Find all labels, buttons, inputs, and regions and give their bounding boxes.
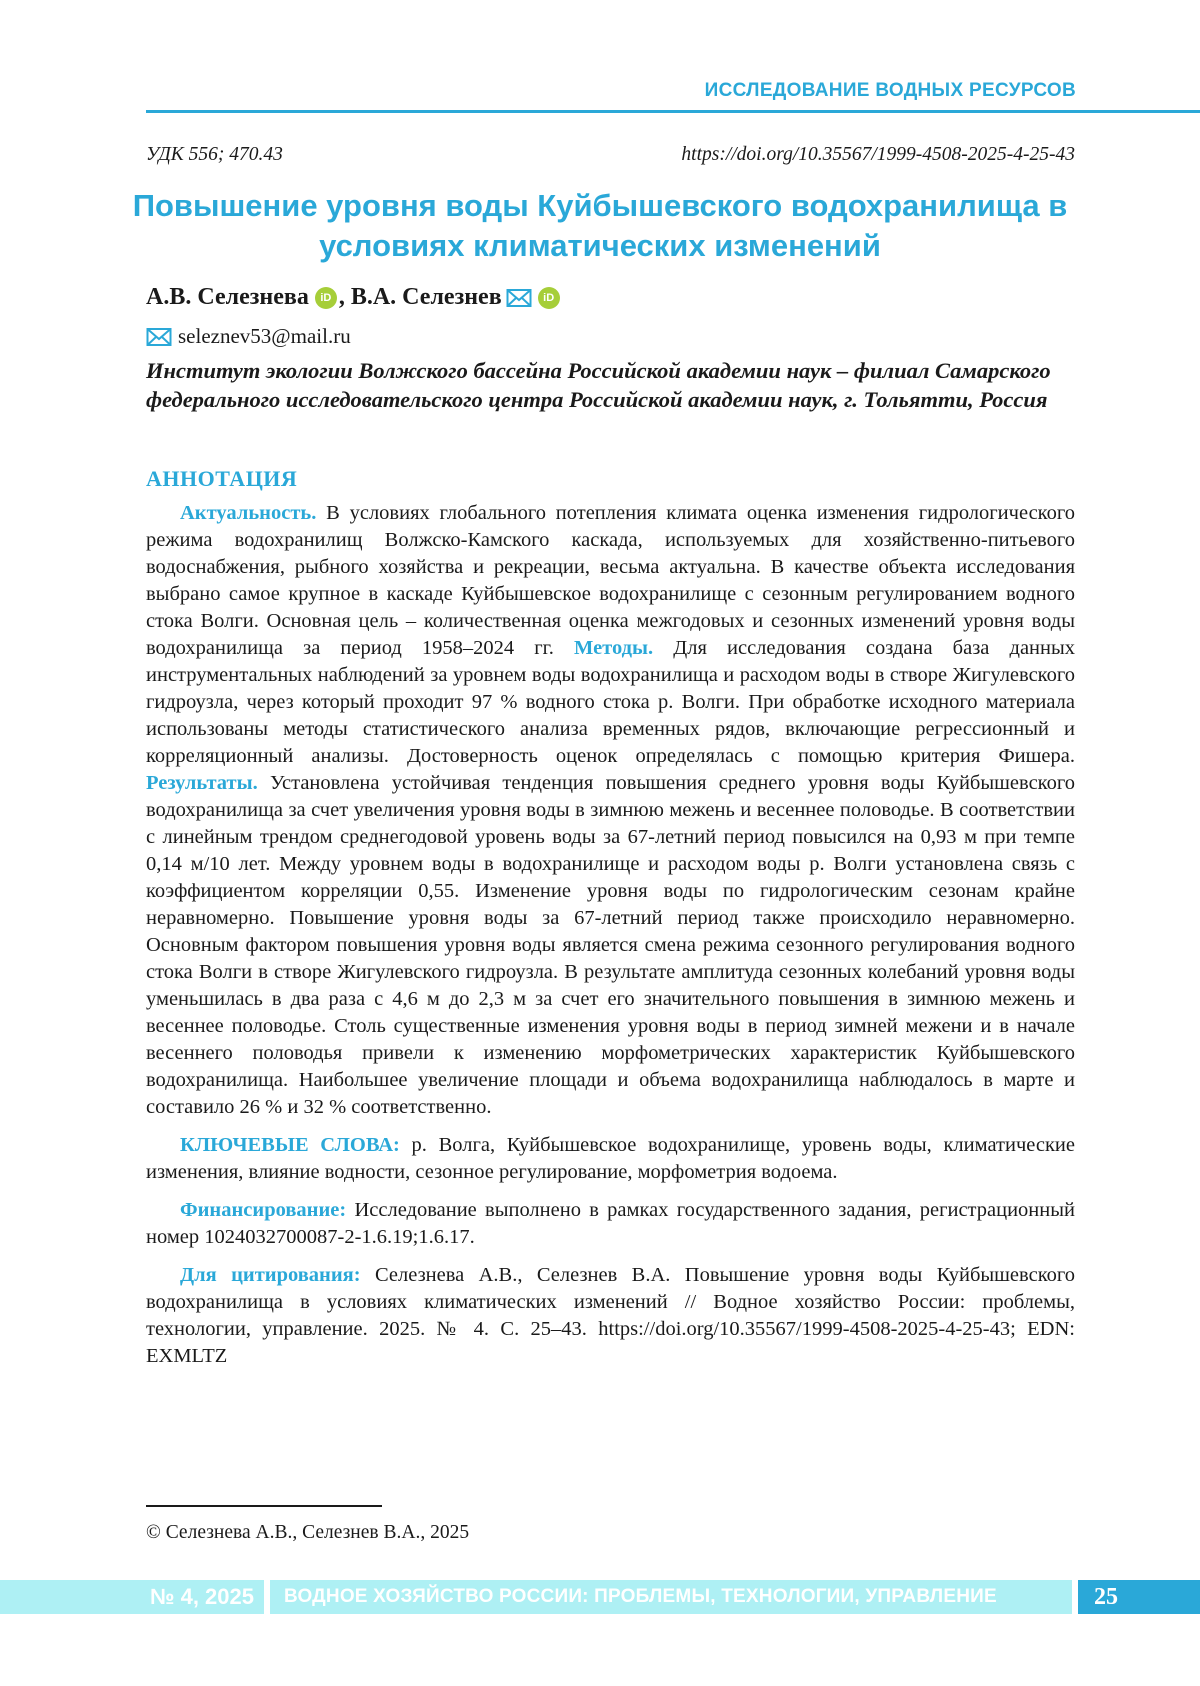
keywords-label: КЛЮЧЕВЫЕ СЛОВА: <box>180 1134 400 1156</box>
keywords-text: р. Волга, Куйбышевское водохранилище, уровень воды, климатические изменения, влияние водности, сезонное регулирование, морфометрия водоема. <box>146 1134 1075 1183</box>
page-number: 25 <box>1078 1580 1200 1614</box>
email-row <box>146 324 351 349</box>
funding-text: Исследование выполнено в рамках государственного задания, регистрационный номер 1024032700087-2-1.6.19;1.6.17. <box>146 1199 1075 1248</box>
funding-label: Финансирование: <box>180 1199 347 1221</box>
abstract-paragraph <box>146 500 1075 1121</box>
citation-text: Селезнева А.В., Селезнев В.А. Повышение уровня воды Куйбышевского водохранилища в условиях климатических изменений // Водное хозяйство России: проблемы, технологии, управление. 2025. № 4. С. 25–43. https://doi.org/10.35567/1999-4508-2025-4-25-43; EDN: EXMLTZ <box>146 1264 1076 1367</box>
funding-paragraph <box>146 1197 1075 1251</box>
relevance-text: В условиях глобального потепления климата оценка изменения гидрологического режима водохранилищ Волжско-Камского каскада, используемых для хозяйственно-питьевого водоснабжения, рыбного хозяйства и рекреации, весьма актуальна. В качестве объекта исследования выбрано самое крупное в каскаде Куйбышевское водохранилище с сезонным регулированием водного стока Волги. Основная цель – количественная оценка межгодовых и сезонных изменений уровня воды водохранилища за период 1958–2024 гг. <box>146 502 1075 659</box>
orcid-icon[interactable]: iD <box>315 287 337 309</box>
keywords-paragraph <box>146 1132 1075 1186</box>
abstract-body <box>146 500 1075 1381</box>
page-footer <box>0 1580 1200 1614</box>
mail-icon <box>146 327 172 347</box>
citation-paragraph <box>146 1262 1075 1370</box>
mail-icon[interactable] <box>506 288 532 308</box>
email-address[interactable]: seleznev53@mail.ru <box>178 324 351 348</box>
doi-link[interactable]: https://doi.org/10.35567/1999-4508-2025-4-25-43 <box>681 144 1075 165</box>
author-first: А.В. Селезнева <box>146 284 309 310</box>
author-separator: , <box>338 284 345 310</box>
udk-code: УДК 556; 470.43 <box>146 144 283 165</box>
footer-issue: № 4, 2025 <box>0 1580 264 1614</box>
citation-label: Для цитирования: <box>180 1264 361 1286</box>
authors-line <box>146 284 562 311</box>
footnote-divider <box>146 1505 382 1507</box>
relevance-label: Актуальность. <box>180 502 317 524</box>
annotation-heading: АННОТАЦИЯ <box>146 466 298 491</box>
copyright-note: © Селезнева А.В., Селезнев В.А., 2025 <box>146 1522 470 1543</box>
author-second: В.А. Селезнев <box>350 284 502 310</box>
section-title: ИССЛЕДОВАНИЕ ВОДНЫХ РЕСУРСОВ <box>704 80 1076 101</box>
affiliation: Институт экологии Волжского бассейна Российской академии наук – филиал Самарского федерального исследовательского центра Российской академии наук, г. Тольятти, Россия <box>146 358 1051 412</box>
orcid-icon[interactable]: iD <box>538 287 560 309</box>
running-header <box>146 76 1200 113</box>
results-label: Результаты. <box>146 772 258 794</box>
footer-journal-title: ВОДНОЕ ХОЗЯЙСТВО РОССИИ: ПРОБЛЕМЫ, ТЕХНОЛОГИИ, УПРАВЛЕНИЕ <box>270 1580 1072 1614</box>
methods-text: Для исследования создана база данных инструментальных наблюдений за уровнем воды водохранилища и расходом воды в створе Жигулевского гидроузла, через который проходит 97 % водного стока р. Волги. При обработке исходного материала использованы методы статистического анализа временных рядов, включающие регрессионный и корреляционный анализы. Достоверность оценок определялась с помощью критерия Фишера. <box>146 637 1076 767</box>
article-title: Повышение уровня воды Куйбышевского водохранилища в условиях климатических изменений <box>132 188 1068 263</box>
results-text: Установлена устойчивая тенденция повышения среднего уровня воды Куйбышевского водохранилища за счет увеличения уровня воды в зимнюю межень и весеннее половодье. В соответствии с линейным трендом среднегодовой уровень воды за 67-летний период повысился на 0,93 м при темпе 0,14 м/10 лет. Между уровнем воды в водохранилище и расходом воды р. Волги установлена связь с коэффициентом корреляции 0,55. Изменение уровня воды по гидрологическим сезонам крайне неравномерно. Повышение уровня воды за 67-летний период также происходило неравномерно. Основным фактором повышения уровня воды является смена режима сезонного регулирования водного стока Волги в створе Жигулевского гидроузла. В результате амплитуда сезонных колебаний уровня воды уменьшилась в два раза с 4,6 м до 2,3 м за счет его значительного повышения в зимнюю межень и весеннее половодье. Столь существенные изменения уровня воды в период зимней межени и в начале весеннего половодья привели к изменению морфометрических характеристик Куйбышевского водохранилища. Наибольшее увеличение площади и объема водохранилища наблюдалось в марте и составило 26 % и 32 % соответственно. <box>146 772 1075 1118</box>
methods-label: Методы. <box>574 637 654 659</box>
